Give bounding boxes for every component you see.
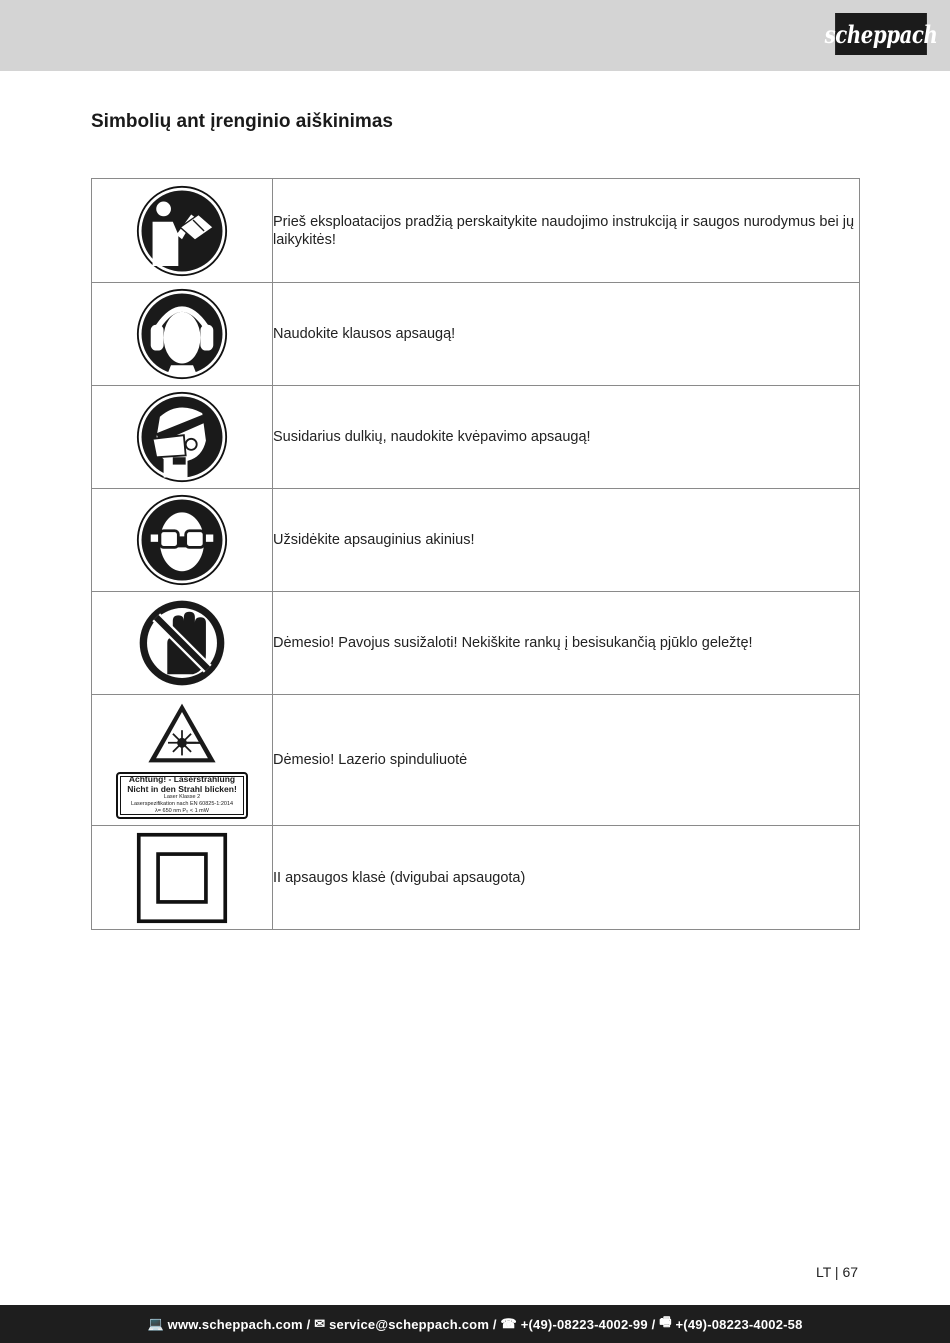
table-row	[92, 826, 860, 930]
footer-web[interactable]: www.scheppach.com	[167, 1316, 303, 1332]
symbol-cell	[92, 386, 273, 489]
footer-separator: /	[647, 1316, 660, 1332]
laser-label	[116, 772, 248, 819]
description-cell: Naudokite klausos apsaugą!	[273, 283, 860, 386]
header-band	[0, 0, 950, 71]
symbols-table	[91, 178, 860, 930]
description-cell: Susidarius dulkių, naudokite kvėpavimo apsaugą!	[273, 386, 860, 489]
laser-label-line: Laserspezifikation nach EN 60825-1:2014	[130, 801, 234, 807]
symbol-cell	[92, 695, 273, 826]
mail-icon: ✉	[314, 1316, 330, 1331]
table-row	[92, 386, 860, 489]
table-row	[92, 695, 860, 826]
safety-goggles-icon	[136, 494, 228, 586]
description-cell: Dėmesio! Pavojus susižaloti! Nekiškite rankų į besisukančią pjūklo geležtę!	[273, 592, 860, 695]
footer-separator: /	[489, 1316, 501, 1332]
brand-logo	[824, 13, 938, 55]
table-row	[92, 179, 860, 283]
description-cell: Dėmesio! Lazerio spinduliuotė	[273, 695, 860, 826]
ear-protection-icon	[136, 288, 228, 380]
laser-label-line: λ= 650 nm P₀ < 1 mW	[155, 808, 209, 814]
read-manual-icon	[136, 185, 228, 277]
page-number: LT | 67	[816, 1264, 859, 1280]
description-cell: II apsaugos klasė (dvigubai apsaugota)	[273, 826, 860, 930]
laser-label-line: Nicht in den Strahl blicken!	[127, 784, 237, 794]
description-cell: Prieš eksploatacijos pradžią perskaitykite naudojimo instrukciją ir saugos nurodymus bei jų laikykitės!	[273, 179, 860, 283]
footer-separator: /	[302, 1316, 315, 1332]
footer-phone: +(49)-08223-4002-99	[520, 1316, 648, 1332]
symbol-cell	[92, 179, 273, 283]
respirator-icon	[136, 391, 228, 483]
footer	[0, 1305, 950, 1343]
phone-icon: ☎	[500, 1316, 521, 1331]
laser-label-line: Laser Klasse 2	[163, 794, 201, 800]
footer-fax: +(49)-08223-4002-58	[675, 1316, 803, 1332]
no-hands-icon	[136, 597, 228, 689]
symbol-cell	[92, 489, 273, 592]
page-title: Simbolių ant įrenginio aiškinimas	[91, 111, 393, 132]
protection-class-ii-icon	[136, 832, 228, 924]
description-cell: Užsidėkite apsauginius akinius!	[273, 489, 860, 592]
symbol-cell	[92, 592, 273, 695]
fax-icon: 🖷	[659, 1314, 676, 1329]
table-row	[92, 283, 860, 386]
symbol-cell	[92, 283, 273, 386]
brand-logo-text: scheppach	[824, 19, 938, 49]
symbol-cell	[92, 826, 273, 930]
laser-warning-icon	[147, 702, 217, 764]
computer-icon: 💻	[147, 1316, 168, 1331]
laser-label-line: Achtung! - Laserstrahlung	[128, 774, 236, 784]
footer-email[interactable]: service@scheppach.com	[329, 1316, 490, 1332]
table-row	[92, 489, 860, 592]
table-row	[92, 592, 860, 695]
